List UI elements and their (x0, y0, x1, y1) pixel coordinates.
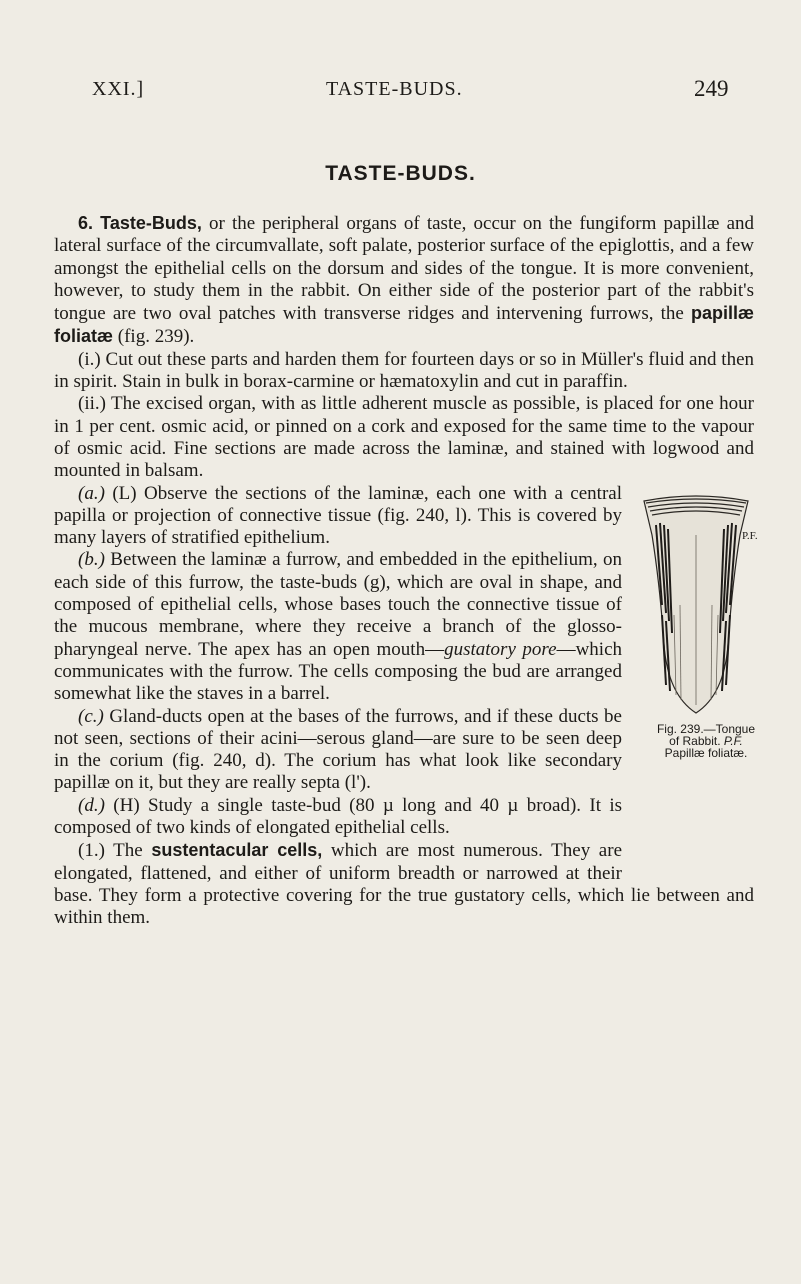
paragraph-c: (c.) Gland-ducts open at the bases of the furrows, and if these ducts be not seen, sections of their acini—serous gland—are sure to be seen deep in the corium (fig. 240, d). The corium has what look like secondary papillæ on it, but they are really septa (l'). (54, 705, 622, 794)
chapter-title: TASTE-BUDS. (325, 162, 476, 185)
figure-239 (632, 495, 762, 869)
term-taste-buds: Taste-Buds, (100, 213, 202, 233)
paragraph-d: (d.) (H) Study a single taste-bud (80 µ long and 40 µ broad). It is composed of two kinds of elongated epithelial cells. (54, 794, 623, 839)
chapter-number: XXI.] (92, 78, 145, 100)
paragraph-ii: (ii.) The excised organ, with as little adherent muscle as possible, is placed for one hour in 1 per cent. osmic acid, or pinned on a cork and exposed for the same time to the vapour of osmic acid. Fine sections are made across the laminæ, and stained with logwood and mounted in balsam. (54, 393, 754, 482)
term-sustentacular-cells: sustentacular cells, (151, 840, 323, 861)
running-header (0, 76, 801, 106)
term-papillae-foliatae: papillæ foliatæ (54, 303, 755, 347)
paragraph-1: (1.) The sustentacular cells, which are most numerous. They are elongated, flattened, and either of uniform breadth or narrowed at their base. They form a protective covering for the true gustatory cells, which lie between and within them. (54, 840, 754, 929)
body-text (54, 212, 758, 930)
figure-caption: Fig. 239.—Tongue of Rabbit. P.F. Papillæ foliatæ. (656, 721, 756, 760)
figure-label-pf: P.F. (742, 529, 758, 542)
paragraph-a: (a.) (L) Observe the sections of the laminæ, each one with a central papilla or projection of connective tissue (fig. 240, l). This is covered by many layers of stratified epithelium. (54, 482, 622, 549)
page-number: 249 (694, 76, 729, 101)
term-gustatory-pore: gustatory pore (444, 638, 557, 660)
paragraph-b: (b.) Between the laminæ a furrow, and embedded in the epithelium, on each side of this furrow, the taste-buds (g), which are oval in shape, and composed of epithelial cells, whose bases touch the connective tissue of the mucous membrane, where they receive a branch of the glosso-pharyngeal nerve. The apex has an open mouth—gustatory pore—which communicates with the furrow. The cells composing the bud are arranged somewhat like the staves in a barrel. (54, 549, 622, 705)
paragraph-6: 6. Taste-Buds, or the peripheral organs of taste, occur on the fungiform papillæ and lateral surface of the circumvallate, soft palate, posterior surface of the epiglottis, and a few amongst the epithelial cells on the dorsum and sides of the tongue. It is more convenient, however, to study them in the rabbit. On either side of the posterior part of the rabbit's tongue are two oval patches with transverse ridges and intervening furrows, the papillæ foliatæ (fig. 239). (54, 213, 755, 348)
paragraph-i: (i.) Cut out these parts and harden them for fourteen days or so in Müller's fluid and then in spirit. Stain in bulk in borax-carmine or hæmatoxylin and cut in paraffin. (54, 348, 754, 393)
running-title: TASTE-BUDS. (326, 78, 463, 100)
